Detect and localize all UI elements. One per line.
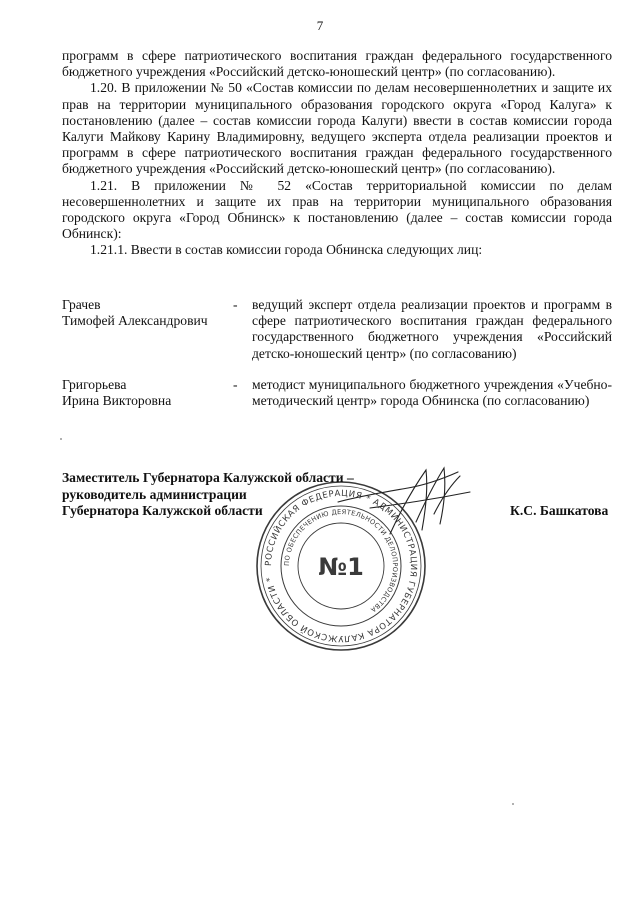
stamp-outer-text: РОССИЙСКАЯ ФЕДЕРАЦИЯ * АДМИНИСТРАЦИЯ ГУБЕРНАТОРА КАЛУЖСКОЙ ОБЛАСТИ * (263, 488, 419, 644)
scan-speck (512, 803, 514, 805)
member-entry (62, 377, 612, 437)
member-given-name: Тимофей Александрович (62, 313, 208, 329)
signature-block (62, 470, 354, 520)
signatory-position-line-3: Губернатора Калужской области (62, 503, 263, 518)
signatory-name: К.С. Башкатова (510, 503, 609, 518)
member-entry (62, 297, 612, 367)
member-description: методист муниципального бюджетного учреждения «Учебно-методический центр» города Обнинска (по согласованию) (252, 377, 612, 409)
document-body (62, 48, 612, 259)
member-dash: - (233, 377, 238, 392)
paragraph-1-20: 1.20. В приложении № 50 «Состав комиссии по делам несовершеннолетних и защите их прав на территории муниципального образования городского округа «Город Калуга» к постановлению (далее – состав комиссии города Калуги) ввести в состав комиссии города Калуги Майкову Карину Владимировну, ведущего эксперта отдела реализации проектов и программ в сфере патриотического воспитания граждан федерального государственного бюджетного учреждения «Российский детско-юношеский центр» (по согласованию). (62, 80, 612, 177)
signatory-position-line-2: руководитель администрации (62, 486, 247, 502)
scan-speck (60, 438, 62, 440)
handwritten-signature (330, 462, 490, 552)
page-number: 7 (316, 18, 324, 33)
member-name (62, 377, 242, 409)
stamp-center-number: №1 (318, 553, 364, 581)
member-surname: Грачев (62, 297, 101, 312)
member-given-name: Ирина Викторовна (62, 393, 172, 409)
member-description: ведущий эксперт отдела реализации проектов и программ в сфере патриотического воспитания граждан федерального государственного бюджетного учреждения «Российский детско-юношеский центр» (по согласованию) (252, 297, 612, 361)
member-surname: Григорьева (62, 377, 127, 392)
paragraph-continuation: программ в сфере патриотического воспитания граждан федерального государственного бюджетного учреждения «Российский детско-юношеский центр» (по согласованию). (62, 48, 612, 80)
member-dash: - (233, 297, 238, 312)
member-name (62, 297, 242, 329)
paragraph-1-21-1: 1.21.1. Ввести в состав комиссии города Обнинска следующих лиц: (90, 242, 483, 258)
stamp-inner-text: ПО ОБЕСПЕЧЕНИЮ ДЕЯТЕЛЬНОСТИ ДЕЛОПРОИЗВОДСТВА (282, 507, 400, 614)
paragraph-1-21: 1.21. В приложении № 52 «Состав территориальной комиссии по делам несовершеннолетних и защите их прав на территории муниципального образования городского округа «Город Обнинск» к постановлению (далее – состав комиссии города Обнинск): (62, 177, 612, 242)
signatory-position-line-1: Заместитель Губернатора Калужской области – (62, 470, 354, 485)
